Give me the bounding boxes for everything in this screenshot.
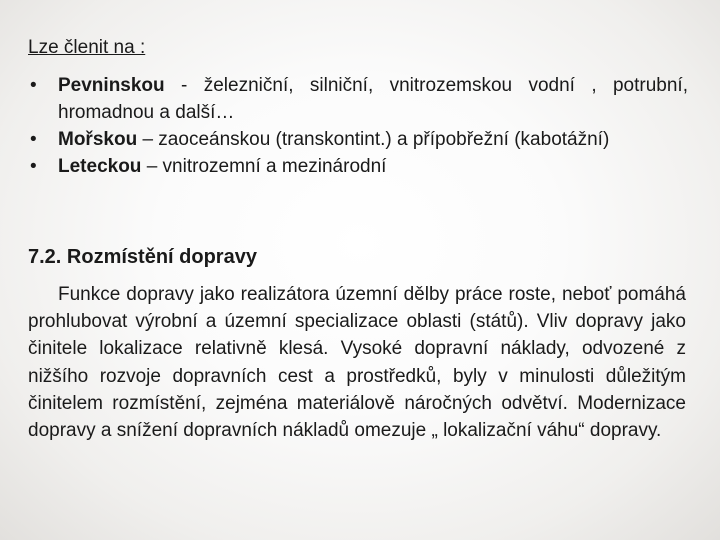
intro-line: Lze členit na :: [28, 37, 146, 58]
bullet-icon: •: [30, 129, 37, 150]
list-item-text: – zaoceánskou (transkontint.) a přípobřežní (kabotážní): [137, 129, 610, 150]
list-item-text: - železniční, silniční, vnitrozemskou vodní , potrubní, hromadnou a další…: [58, 75, 688, 123]
bullet-icon: •: [30, 75, 37, 96]
list-item-lead: Mořskou: [58, 129, 138, 150]
bullet-icon: •: [30, 156, 37, 177]
list-item-lead: Pevninskou: [58, 75, 165, 96]
body-paragraph: Funkce dopravy jako realizátora územní dělby práce roste, neboť pomáhá prohlubovat výrobní a územní specializace oblasti (států). Vliv dopravy jako činitele lokalizace relativně klesá. Vysoké dopravní náklady, odvozené z nižšího rozvoje dopravních cest a prostředků, byly v minulosti důležitým činitelem rozmístění, zejména materiálově náročných odvětví. Modernizace dopravy a snížení dopravních nákladů omezuje „ lokalizační váhu“ dopravy.: [28, 284, 686, 442]
list-item-air: [30, 153, 688, 180]
section-title: 7.2. Rozmístění dopravy: [28, 246, 257, 268]
list-item-lead: Leteckou: [58, 156, 142, 177]
list-item-sea: [30, 126, 688, 153]
transport-types-list: [30, 72, 688, 180]
list-item-text: – vnitrozemní a mezinárodní: [141, 156, 387, 177]
list-item-land: [30, 72, 688, 126]
